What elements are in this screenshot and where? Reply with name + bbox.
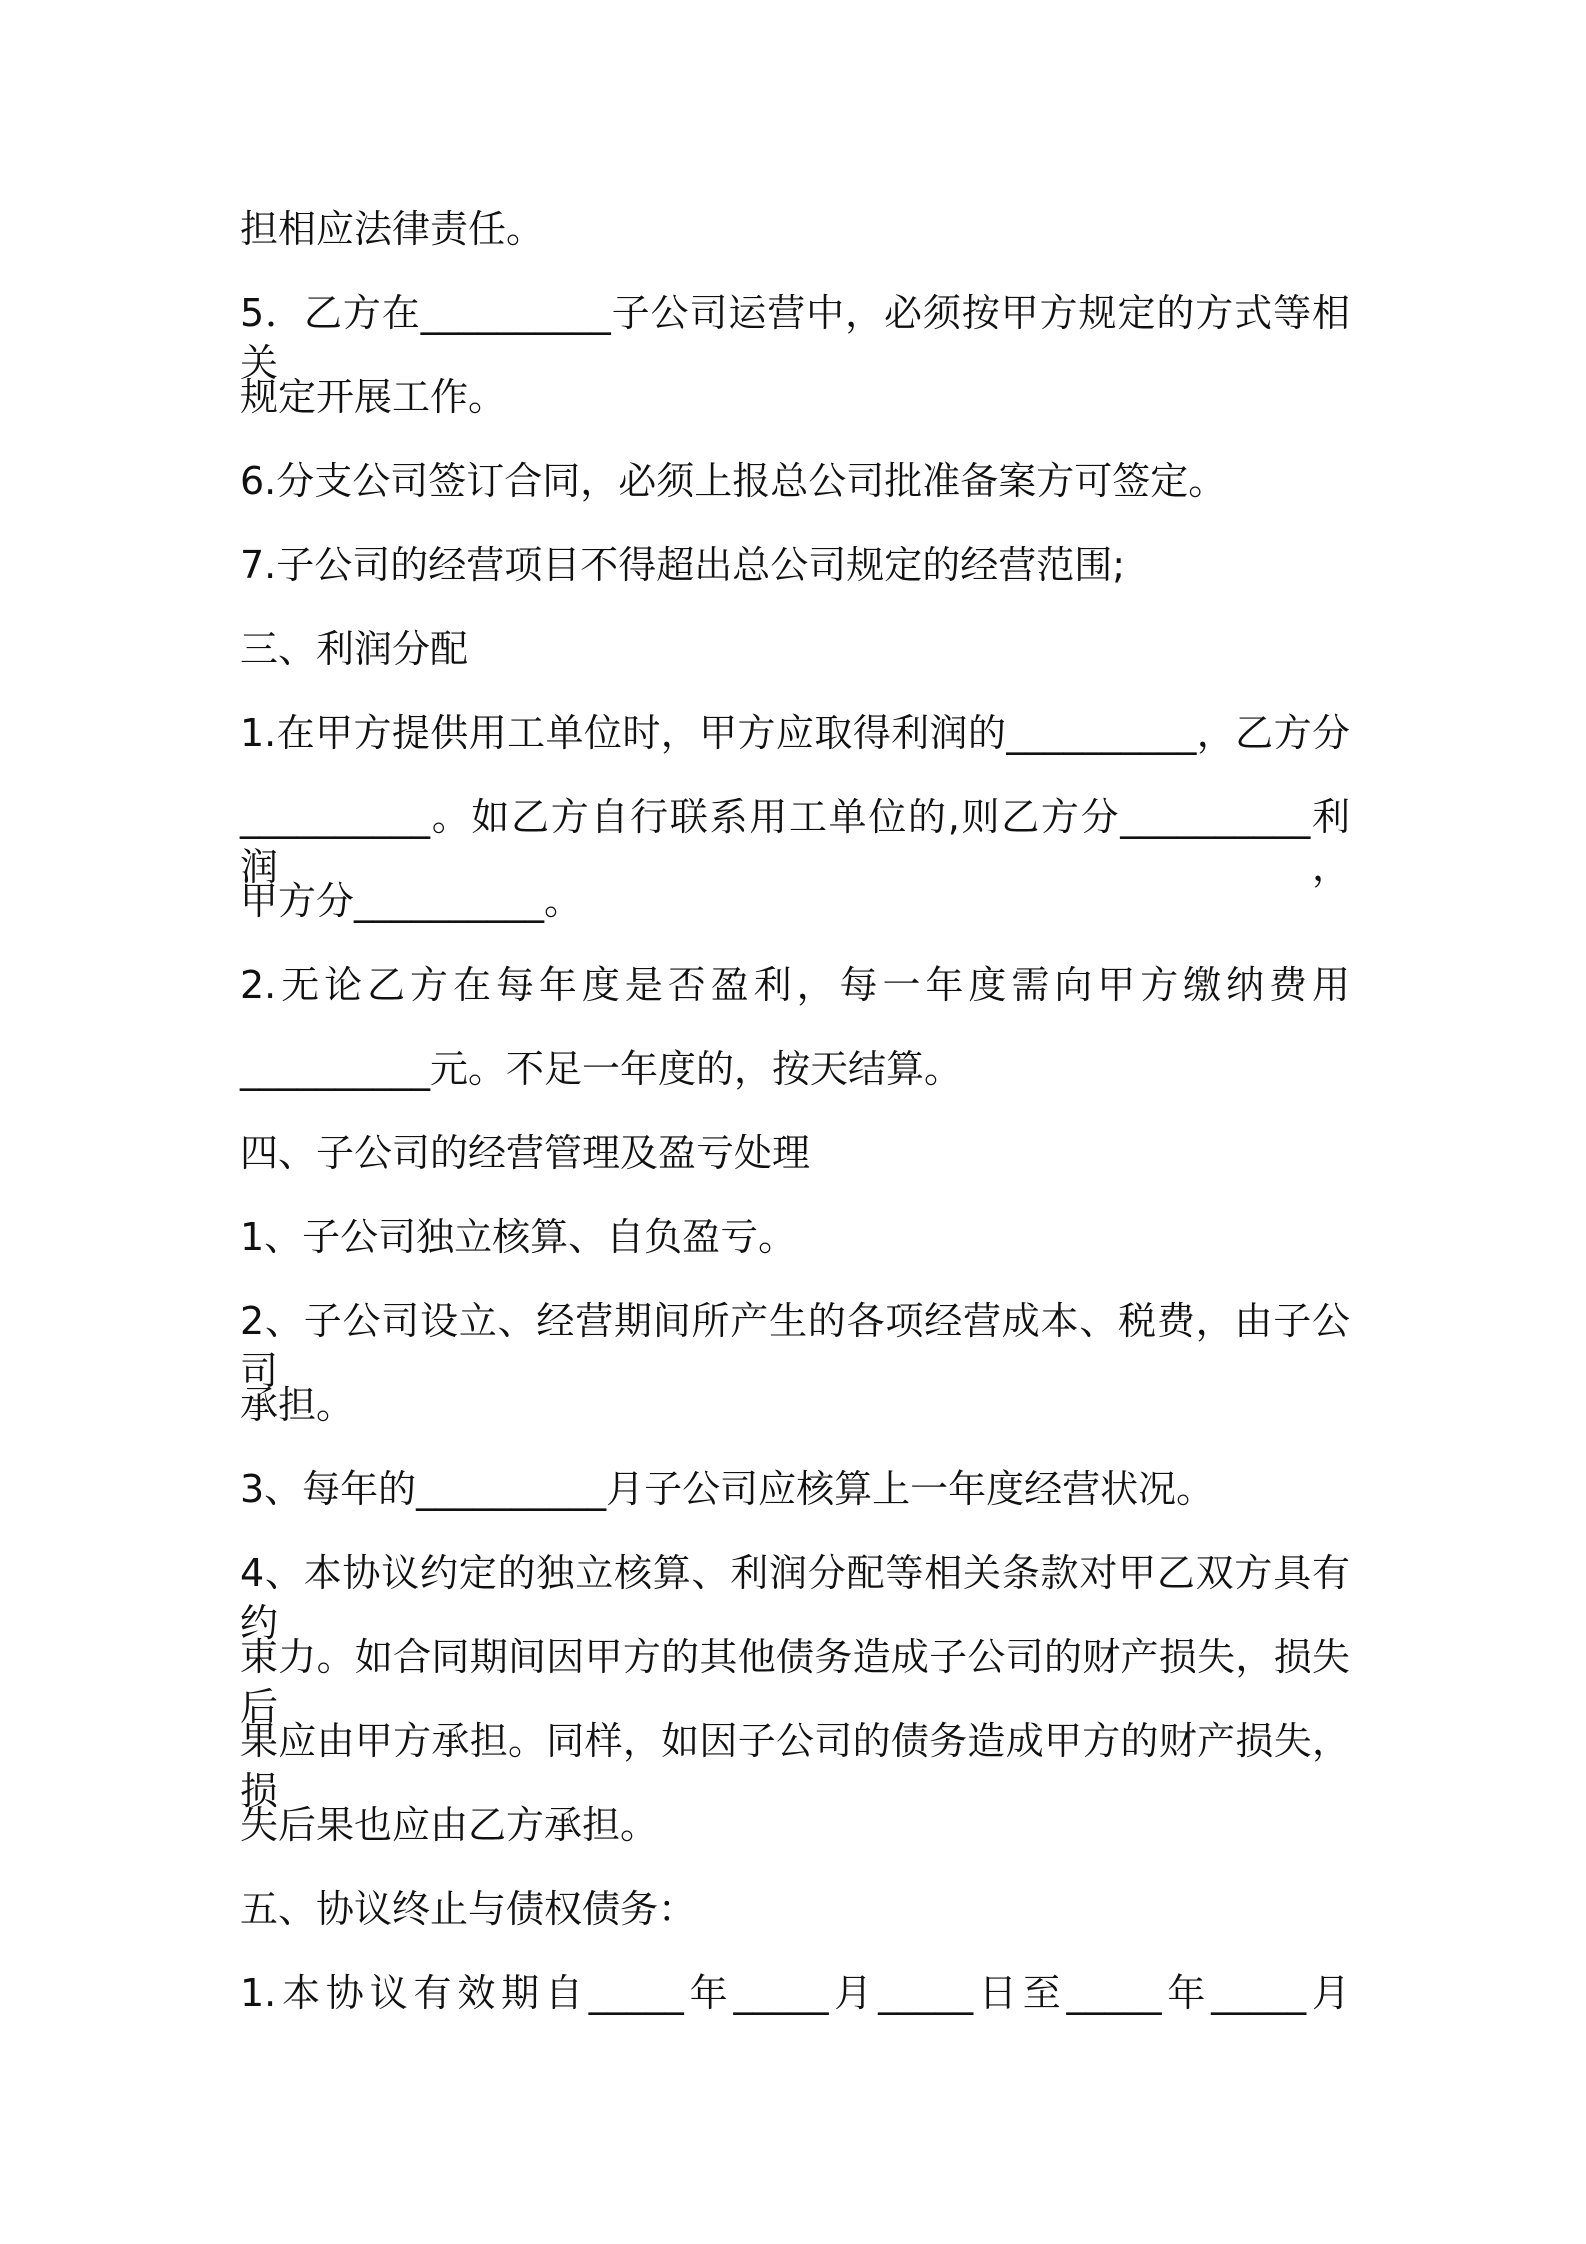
clause-6-line: 6.分支公司签订合同，必须上报总公司批准备案方可签定。 — [240, 459, 1227, 503]
clause-5-line: 5．乙方在__________子公司运营中，必须按甲方规定的方式等相关 — [240, 291, 1350, 385]
text-line: 承担。 — [240, 1383, 355, 1427]
text-line: 果应由甲方承担。同样，如因子公司的债务造成甲方的财产损失，损 — [240, 1719, 1350, 1813]
management-clause-4-line: 4、本协议约定的独立核算、利润分配等相关条款对甲乙双方具有约 — [240, 1551, 1350, 1645]
clause-7-line: 7.子公司的经营项目不得超出总公司规定的经营范围; — [240, 543, 1126, 587]
text-line: 失后果也应由乙方承担。 — [240, 1803, 659, 1847]
management-clause-3: 3、每年的__________月子公司应核算上一年度经营状况。 — [240, 1467, 1215, 1511]
text-line: 规定开展工作。 — [240, 375, 507, 419]
termination-clause-1-line: 1.本协议有效期自_____年_____月_____日至_____年_____月 — [240, 1971, 1350, 2015]
profit-clause-1-line: 1.在甲方提供用工单位时，甲方应取得利润的__________，乙方分 — [240, 711, 1350, 755]
text-line: __________。如乙方自行联系用工单位的,则乙方分__________利润， — [240, 795, 1350, 889]
section-heading-management: 四、子公司的经营管理及盈亏处理 — [240, 1131, 811, 1175]
text-line: 甲方分__________。 — [240, 879, 583, 923]
section-heading-profit: 三、利润分配 — [240, 627, 469, 671]
management-clause-1: 1、子公司独立核算、自负盈亏。 — [240, 1215, 797, 1259]
text-line: __________元。不足一年度的，按天结算。 — [240, 1047, 963, 1091]
management-clause-2-line: 2、子公司设立、经营期间所产生的各项经营成本、税费，由子公司 — [240, 1299, 1350, 1393]
section-heading-termination: 五、协议终止与债权债务： — [240, 1887, 697, 1931]
profit-clause-2-line: 2.无论乙方在每年度是否盈利，每一年度需向甲方缴纳费用 — [240, 963, 1350, 1007]
text-line: 束力。如合同期间因甲方的其他债务造成子公司的财产损失，损失后 — [240, 1635, 1350, 1729]
text-line: 担相应法律责任。 — [240, 207, 545, 251]
